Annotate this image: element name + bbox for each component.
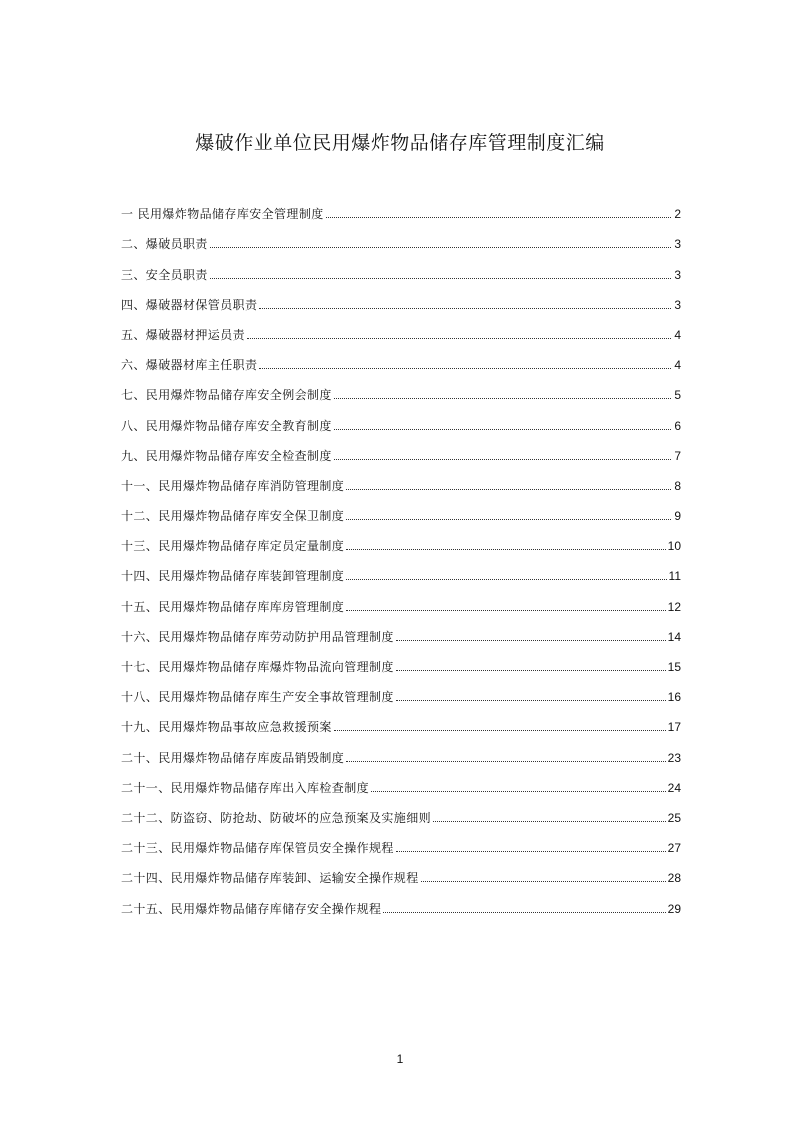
toc-entry[interactable]: [121, 856, 681, 886]
toc-dot-leader: [396, 699, 666, 701]
toc-entry-page-number: 28: [667, 871, 681, 886]
toc-dot-leader: [433, 820, 666, 822]
toc-dot-leader: [259, 367, 671, 369]
toc-entry-label: 十四、民用爆炸物品储存库装卸管理制度: [121, 569, 345, 584]
toc-entry[interactable]: [121, 403, 681, 433]
toc-entry-page-number: 7: [674, 448, 681, 463]
toc-entry-page-number: 11: [668, 569, 681, 584]
toc-entry-page-number: 4: [674, 358, 681, 373]
toc-entry-label: 二十三、民用爆炸物品储存库保管员安全操作规程: [121, 841, 394, 856]
toc-entry-label: 十一、民用爆炸物品储存库消防管理制度: [121, 478, 345, 493]
toc-entry-page-number: 10: [667, 539, 681, 554]
toc-entry-label: 十三、民用爆炸物品储存库定员定量制度: [121, 539, 345, 554]
toc-entry[interactable]: [121, 252, 681, 282]
toc-entry-label: 四、爆破器材保管员职责: [121, 297, 258, 312]
toc-entry[interactable]: [121, 675, 681, 705]
toc-entry[interactable]: [121, 766, 681, 796]
toc-entry-label: 十九、民用爆炸物品事故应急救援预案: [121, 720, 332, 735]
toc-entry-label: 三、安全员职责: [121, 267, 208, 282]
toc-entry-page-number: 3: [674, 297, 681, 312]
toc-dot-leader: [326, 216, 671, 218]
toc-dot-leader: [396, 639, 666, 641]
toc-entry-label: 二十四、民用爆炸物品储存库装卸、运输安全操作规程: [121, 871, 419, 886]
toc-entry-label: 六、爆破器材库主任职责: [121, 358, 258, 373]
toc-dot-leader: [346, 518, 671, 520]
toc-entry[interactable]: [121, 645, 681, 675]
toc-entry[interactable]: [121, 735, 681, 765]
toc-entry-label: 十二、民用爆炸物品储存库安全保卫制度: [121, 509, 345, 524]
toc-entry[interactable]: [121, 886, 681, 916]
page-title: 爆破作业单位民用爆炸物品储存库管理制度汇编: [195, 132, 605, 154]
toc-dot-leader: [346, 578, 666, 580]
table-of-contents: [121, 192, 681, 917]
toc-entry-label: 十八、民用爆炸物品储存库生产安全事故管理制度: [121, 690, 394, 705]
toc-dot-leader: [346, 609, 665, 611]
toc-entry-page-number: 6: [674, 418, 681, 433]
toc-dot-leader: [334, 397, 671, 399]
toc-dot-leader: [396, 669, 666, 671]
toc-entry-page-number: 8: [674, 478, 681, 493]
toc-entry-page-number: 29: [667, 901, 681, 916]
toc-dot-leader: [346, 488, 671, 490]
toc-entry-label: 十七、民用爆炸物品储存库爆炸物品流向管理制度: [121, 660, 394, 674]
toc-dot-leader: [210, 246, 671, 248]
page-number: 1: [396, 1052, 404, 1066]
toc-entry[interactable]: [121, 796, 681, 826]
toc-dot-leader: [346, 548, 665, 550]
toc-dot-leader: [396, 850, 666, 852]
toc-entry-page-number: 12: [667, 599, 681, 614]
toc-entry-page-number: 24: [667, 780, 681, 795]
toc-entry-page-number: 17: [667, 720, 681, 735]
toc-entry-page-number: 5: [674, 388, 681, 403]
toc-entry-page-number: 27: [667, 841, 681, 856]
toc-entry[interactable]: [121, 615, 681, 645]
toc-entry[interactable]: [121, 584, 681, 614]
toc-dot-leader: [210, 277, 671, 279]
toc-entry-label: 一 民用爆炸物品储存库安全管理制度: [121, 207, 324, 222]
toc-dot-leader: [383, 911, 665, 913]
toc-entry[interactable]: [121, 464, 681, 494]
toc-dot-leader: [334, 428, 671, 430]
toc-entry-page-number: 3: [674, 267, 681, 282]
toc-entry-page-number: 3: [674, 237, 681, 252]
toc-entry-page-number: 2: [674, 207, 681, 222]
toc-entry-page-number: 16: [667, 690, 681, 705]
toc-entry[interactable]: [121, 826, 681, 856]
toc-entry[interactable]: [121, 494, 681, 524]
toc-entry[interactable]: [121, 524, 681, 554]
toc-dot-leader: [421, 880, 666, 882]
toc-entry[interactable]: [121, 705, 681, 735]
toc-entry[interactable]: [121, 434, 681, 464]
toc-entry[interactable]: [121, 283, 681, 313]
toc-dot-leader: [259, 307, 671, 309]
toc-entry-label: 二十、民用爆炸物品储存库废品销毁制度: [121, 750, 345, 765]
toc-entry-page-number: 14: [667, 629, 681, 644]
toc-entry-label: 二十二、防盗窃、防抢劫、防破坏的应急预案及实施细则: [121, 810, 432, 825]
toc-entry-label: 二、爆破员职责: [121, 237, 208, 252]
toc-entry-label: 八、民用爆炸物品储存库安全教育制度: [121, 418, 332, 433]
toc-entry[interactable]: [121, 313, 681, 343]
toc-entry-page-number: 4: [674, 327, 681, 342]
toc-entry-label: 九、民用爆炸物品储存库安全检查制度: [121, 448, 332, 463]
toc-entry-page-number: 23: [667, 750, 681, 765]
toc-entry-label: 五、爆破器材押运员责: [121, 327, 246, 342]
toc-entry[interactable]: [121, 373, 681, 403]
toc-entry-page-number: 15: [667, 660, 681, 674]
toc-entry[interactable]: [121, 222, 681, 252]
toc-entry[interactable]: [121, 554, 681, 584]
toc-dot-leader: [334, 729, 666, 731]
toc-entry-page-number: 25: [667, 810, 681, 825]
toc-dot-leader: [371, 790, 666, 792]
toc-entry[interactable]: [121, 192, 681, 222]
toc-entry-label: 七、民用爆炸物品储存库安全例会制度: [121, 388, 332, 403]
toc-entry[interactable]: [121, 343, 681, 373]
toc-dot-leader: [334, 458, 671, 460]
toc-dot-leader: [247, 337, 671, 339]
toc-entry-page-number: 9: [674, 509, 681, 524]
toc-entry-label: 十五、民用爆炸物品储存库库房管理制度: [121, 599, 345, 614]
toc-entry-label: 二十一、民用爆炸物品储存库出入库检查制度: [121, 780, 370, 795]
toc-dot-leader: [346, 760, 665, 762]
toc-entry-label: 十六、民用爆炸物品储存库劳动防护用品管理制度: [121, 629, 394, 644]
toc-entry-label: 二十五、民用爆炸物品储存库储存安全操作规程: [121, 901, 382, 916]
